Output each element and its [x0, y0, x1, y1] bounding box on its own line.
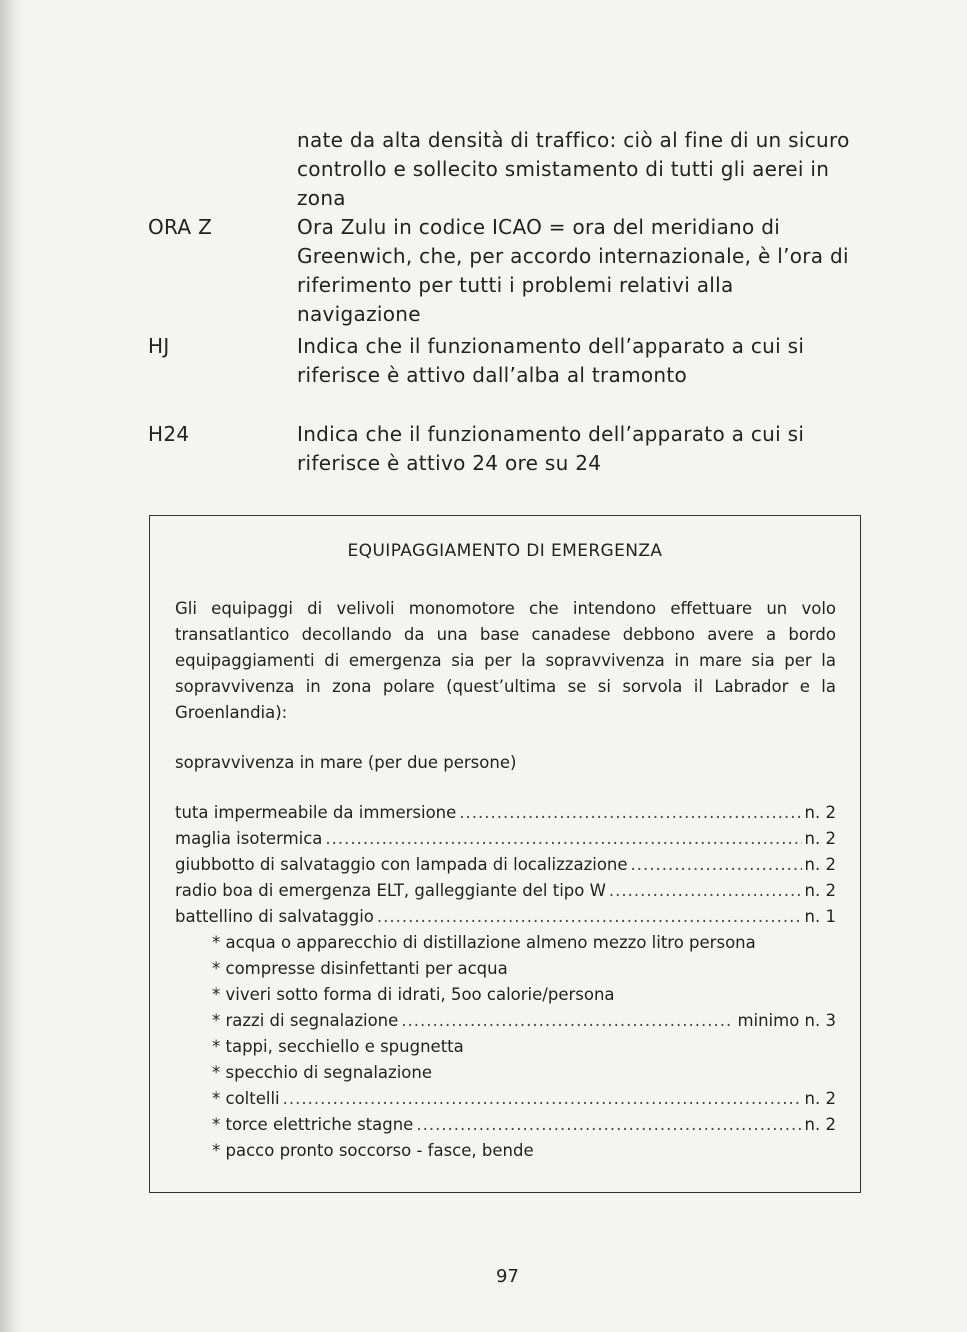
item-label: * acqua o apparecchio di distillazione almeno mezzo litro persona	[212, 933, 756, 952]
definition-description: Indica che il funzionamento dell’apparato a cui si riferisce è attivo dall’alba al tramonto	[297, 334, 805, 387]
sub-list-item	[175, 956, 836, 982]
intro-line-2: controllo e sollecito smistamento di tutti gli aerei in zona	[297, 157, 830, 210]
item-label: tuta impermeabile da immersione	[175, 803, 457, 822]
item-label: * specchio di segnalazione	[212, 1063, 432, 1082]
item-qty: n. 2	[804, 1089, 836, 1108]
box-paragraph: Gli equipaggi di velivoli monomotore che intendono effettuare un volo transatlantico decollando da una base canadese debbono avere a bordo equipaggiamenti di emergenza sia per la sopravvivenza in mare sia per la sopravvivenza in zona polare (quest’ultima se si sorvola il Labrador e la Groenlandia):	[175, 599, 836, 722]
box-title: EQUIPAGGIAMENTO DI EMERGENZA	[347, 541, 663, 561]
item-label: battellino di salvataggio	[175, 907, 374, 926]
item-label: * tappi, secchiello e spugnetta	[212, 1037, 464, 1056]
item-qty: n. 2	[804, 829, 836, 848]
dot-leader	[377, 904, 802, 930]
item-qty: n. 1	[804, 907, 836, 926]
definition-description: Indica che il funzionamento dell’apparato a cui si riferisce è attivo 24 ore su 24	[297, 422, 805, 475]
item-label: * pacco pronto soccorso - fasce, bende	[212, 1141, 534, 1160]
sub-list-item	[175, 1008, 836, 1034]
dot-leader	[283, 1086, 802, 1112]
item-qty: minimo n. 3	[737, 1011, 836, 1030]
dot-leader	[631, 852, 802, 878]
sub-list-item	[175, 1138, 836, 1164]
box-subheading: sopravvivenza in mare (per due persone)	[175, 753, 517, 772]
item-label: * viveri sotto forma di idrati, 5oo calorie/persona	[212, 985, 615, 1004]
sub-list-item	[175, 982, 836, 1008]
intro-text	[297, 126, 862, 213]
sub-list-item	[175, 1034, 836, 1060]
item-label: maglia isotermica	[175, 829, 323, 848]
definition-term: H24	[148, 422, 190, 446]
list-item	[175, 800, 836, 826]
list-item	[175, 878, 836, 904]
definition-term: ORA Z	[148, 215, 213, 239]
item-label: * coltelli	[212, 1089, 280, 1108]
dot-leader	[325, 826, 801, 852]
page-number: 97	[496, 1266, 519, 1287]
item-qty: n. 2	[804, 881, 836, 900]
item-label: * compresse disinfettanti per acqua	[212, 959, 508, 978]
page-binding-shadow	[0, 0, 22, 1332]
emergency-equipment-box	[149, 515, 861, 1193]
dot-leader	[416, 1112, 801, 1138]
item-label: * torce elettriche stagne	[212, 1115, 414, 1134]
list-item	[175, 826, 836, 852]
dot-leader	[401, 1008, 734, 1034]
item-label: giubbotto di salvataggio con lampada di localizzazione	[175, 855, 628, 874]
definition-term: HJ	[148, 334, 170, 358]
item-qty: n. 2	[804, 855, 836, 874]
sub-list-item	[175, 1086, 836, 1112]
sub-list-item	[175, 930, 836, 956]
item-label: radio boa di emergenza ELT, galleggiante del tipo W	[175, 881, 606, 900]
item-qty: n. 2	[804, 1115, 836, 1134]
item-qty: n. 2	[804, 803, 836, 822]
sub-list-item	[175, 1060, 836, 1086]
item-label: * razzi di segnalazione	[212, 1011, 399, 1030]
intro-line-1: nate da alta densità di traffico: ciò al fine di un sicuro	[297, 128, 850, 152]
list-item	[175, 904, 836, 930]
sub-list-item	[175, 1112, 836, 1138]
dot-leader	[459, 800, 801, 826]
definition-description: Ora Zulu in codice ICAO = ora del meridiano di Greenwich, che, per accordo internazionale, è l’ora di riferimento per tutti i problemi relativi alla navigazione	[297, 215, 849, 326]
equipment-list	[175, 800, 836, 1164]
dot-leader	[609, 878, 802, 904]
list-item	[175, 852, 836, 878]
